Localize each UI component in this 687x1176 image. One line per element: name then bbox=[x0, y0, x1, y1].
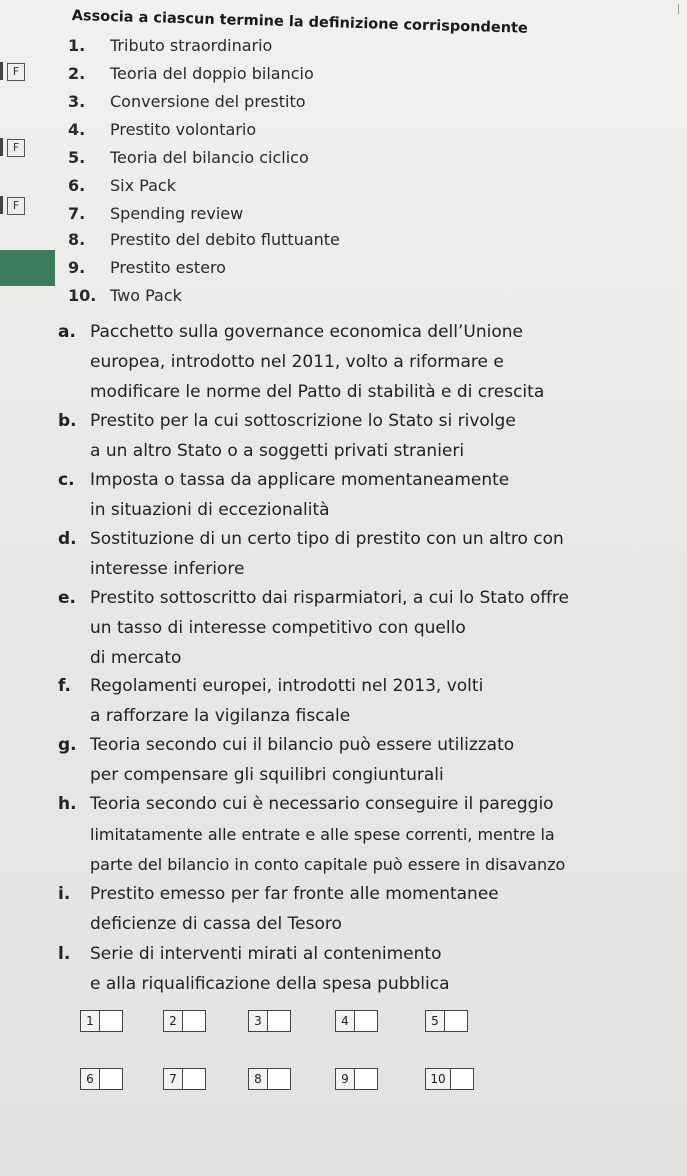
term-number: 2. bbox=[68, 64, 86, 83]
definition-line: Teoria secondo cui il bilancio può essere utilizzato bbox=[90, 735, 515, 755]
answer-slot bbox=[163, 1010, 206, 1032]
definition-line: Pacchetto sulla governance economica dell’Unione bbox=[90, 322, 523, 342]
definition-line: Sostituzione di un certo tipo di prestito con un altro con bbox=[90, 529, 564, 549]
margin-label-box: F bbox=[7, 197, 25, 215]
margin-color-tab bbox=[0, 250, 55, 286]
answer-number: 9 bbox=[335, 1068, 355, 1090]
definition-letter: i. bbox=[58, 884, 71, 904]
term-item bbox=[68, 64, 314, 83]
definition-letter: f. bbox=[58, 676, 71, 696]
term-text: Six Pack bbox=[110, 176, 176, 195]
definition-line: Prestito emesso per far fronte alle momentanee bbox=[90, 884, 499, 904]
definition-line: e alla riqualificazione della spesa pubblica bbox=[90, 973, 450, 994]
definition-item bbox=[58, 672, 687, 732]
answer-number: 6 bbox=[80, 1068, 100, 1090]
definition-line: a un altro Stato o a soggetti privati stranieri bbox=[90, 440, 465, 461]
definition-item bbox=[58, 584, 687, 673]
term-item bbox=[68, 36, 272, 55]
definition-line: Imposta o tassa da applicare momentaneamente bbox=[90, 470, 510, 490]
answer-slot bbox=[425, 1068, 474, 1090]
answer-number: 5 bbox=[425, 1010, 445, 1032]
definition-line: Prestito sottoscritto dai risparmiatori, a cui lo Stato offre bbox=[90, 588, 570, 608]
definition-item bbox=[58, 318, 687, 407]
answer-number: 4 bbox=[335, 1010, 355, 1032]
definition-item bbox=[58, 466, 687, 526]
term-item bbox=[68, 204, 243, 223]
definition-item bbox=[58, 525, 687, 585]
definition-line: un tasso di interesse competitivo con quello bbox=[90, 617, 466, 638]
definition-item bbox=[58, 790, 687, 879]
definition-item bbox=[58, 940, 687, 1000]
term-text: Prestito del debito fluttuante bbox=[110, 230, 340, 249]
definition-line: per compensare gli squilibri congiunturali bbox=[90, 764, 444, 785]
answer-number: 2 bbox=[163, 1010, 183, 1032]
definition-letter: b. bbox=[58, 411, 77, 431]
definition-line: interesse inferiore bbox=[90, 558, 245, 579]
answer-slot bbox=[163, 1068, 206, 1090]
answer-box[interactable] bbox=[183, 1010, 206, 1032]
definition-line: Regolamenti europei, introdotti nel 2013, volti bbox=[90, 676, 484, 696]
definition-line: parte del bilancio in conto capitale può essere in disavanzo bbox=[90, 854, 566, 874]
answer-box[interactable] bbox=[100, 1010, 123, 1032]
answer-slot bbox=[248, 1068, 291, 1090]
definition-letter: l. bbox=[58, 944, 71, 964]
definition-letter: a. bbox=[58, 322, 76, 342]
page-edge-mark bbox=[678, 4, 683, 14]
definition-line: a rafforzare la vigilanza fiscale bbox=[90, 705, 351, 726]
margin-fragment-2 bbox=[0, 138, 25, 157]
answer-number: 8 bbox=[248, 1068, 268, 1090]
answer-number: 3 bbox=[248, 1010, 268, 1032]
term-text: Teoria del doppio bilancio bbox=[110, 64, 314, 83]
answer-slot bbox=[335, 1068, 378, 1090]
term-text: Conversione del prestito bbox=[110, 92, 306, 111]
answer-number: 10 bbox=[425, 1068, 451, 1090]
term-text: Tributo straordinario bbox=[110, 36, 273, 55]
term-number: 10. bbox=[68, 286, 97, 305]
term-number: 5. bbox=[68, 148, 86, 167]
answer-slot bbox=[335, 1010, 378, 1032]
definition-item bbox=[58, 880, 687, 940]
definition-line: limitatamente alle entrate e alle spese correnti, mentre la bbox=[90, 824, 555, 844]
definition-line: Serie di interventi mirati al contenimento bbox=[90, 944, 442, 964]
term-text: Teoria del bilancio ciclico bbox=[110, 148, 309, 167]
answer-box[interactable] bbox=[451, 1068, 474, 1090]
definition-letter: e. bbox=[58, 588, 76, 608]
answer-box[interactable] bbox=[100, 1068, 123, 1090]
term-number: 4. bbox=[68, 120, 86, 139]
exercise-title: Associa a ciascun termine la definizione corrispondente bbox=[71, 8, 529, 37]
answer-number: 7 bbox=[163, 1068, 183, 1090]
answer-slot bbox=[248, 1010, 291, 1032]
term-text: Prestito volontario bbox=[110, 120, 257, 139]
term-number: 3. bbox=[68, 92, 86, 111]
definition-line: in situazioni di eccezionalità bbox=[90, 499, 330, 520]
answer-slot bbox=[80, 1010, 123, 1032]
answer-slot bbox=[80, 1068, 123, 1090]
term-item bbox=[68, 176, 176, 195]
answer-slot bbox=[425, 1010, 468, 1032]
answer-box[interactable] bbox=[355, 1068, 378, 1090]
definition-line: europea, introdotto nel 2011, volto a riformare e bbox=[90, 351, 504, 372]
answer-box[interactable] bbox=[445, 1010, 468, 1032]
term-item bbox=[68, 230, 340, 249]
definition-line: deficienze di cassa del Tesoro bbox=[90, 913, 342, 934]
answer-box[interactable] bbox=[183, 1068, 206, 1090]
term-item bbox=[68, 92, 306, 111]
definition-letter: c. bbox=[58, 470, 75, 490]
definition-line: di mercato bbox=[90, 647, 182, 668]
definition-item bbox=[58, 407, 687, 467]
definition-letter: g. bbox=[58, 735, 77, 755]
term-text: Prestito estero bbox=[110, 258, 226, 277]
margin-fragment-3 bbox=[0, 196, 25, 215]
margin-label-box: F bbox=[7, 139, 25, 157]
answer-box[interactable] bbox=[355, 1010, 378, 1032]
term-number: 7. bbox=[68, 204, 86, 223]
definition-line: Prestito per la cui sottoscrizione lo Stato si rivolge bbox=[90, 411, 516, 431]
definition-letter: d. bbox=[58, 529, 77, 549]
term-number: 9. bbox=[68, 258, 86, 277]
definition-item bbox=[58, 731, 687, 791]
answer-box[interactable] bbox=[268, 1010, 291, 1032]
margin-fragment-1 bbox=[0, 62, 25, 81]
term-item bbox=[68, 120, 256, 139]
definition-letter: h. bbox=[58, 794, 77, 814]
term-text: Spending review bbox=[110, 204, 244, 223]
margin-label-box: F bbox=[7, 63, 25, 81]
definition-line: Teoria secondo cui è necessario conseguire il pareggio bbox=[90, 794, 554, 814]
term-number: 1. bbox=[68, 36, 86, 55]
definition-line: modificare le norme del Patto di stabilità e di crescita bbox=[90, 381, 545, 402]
term-item bbox=[68, 148, 309, 167]
term-item bbox=[68, 286, 182, 305]
answer-box[interactable] bbox=[268, 1068, 291, 1090]
term-number: 8. bbox=[68, 230, 86, 249]
term-number: 6. bbox=[68, 176, 86, 195]
term-text: Two Pack bbox=[110, 286, 182, 305]
term-item bbox=[68, 258, 226, 277]
answer-number: 1 bbox=[80, 1010, 100, 1032]
